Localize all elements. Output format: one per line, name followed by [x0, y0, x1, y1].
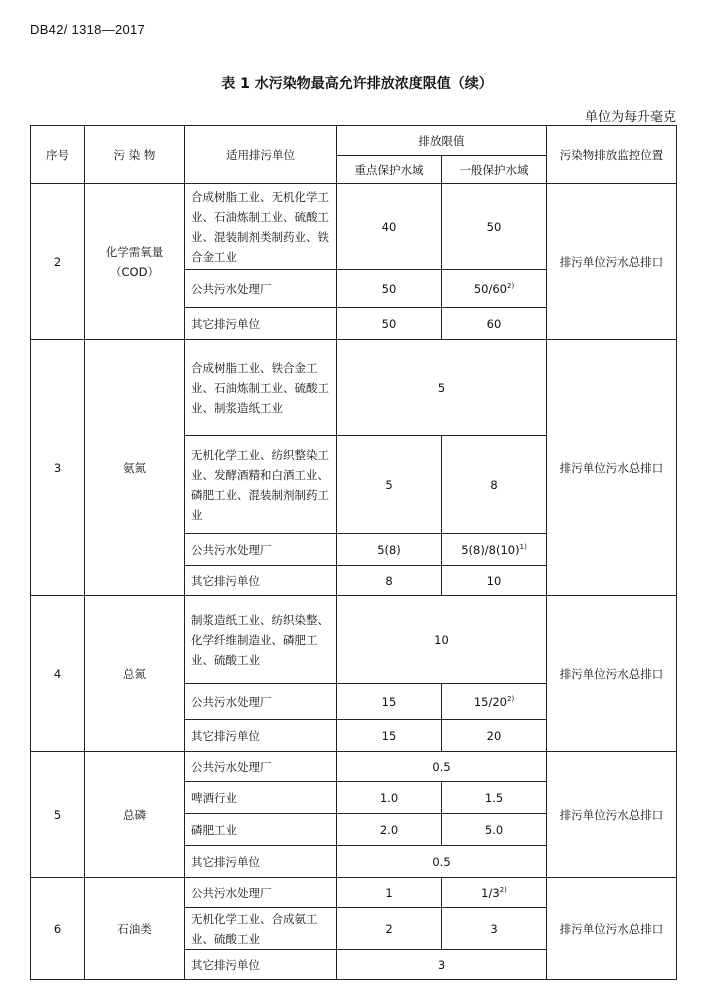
limit-key-waters-cell: 50 — [337, 308, 442, 340]
limit-value: 1/3 — [481, 885, 500, 900]
applicable-unit-cell: 合成树脂工业、铁合金工业、石油炼制工业、硫酸工业、制浆造纸工业 — [185, 340, 337, 436]
applicable-unit-cell: 其它排污单位 — [185, 566, 337, 596]
applicable-unit-cell: 公共污水处理厂 — [185, 534, 337, 566]
unit-note: 单位为每升毫克 — [584, 110, 676, 125]
monitor-location-cell: 排污单位污水总排口 — [547, 596, 677, 752]
applicable-unit-cell: 公共污水处理厂 — [185, 878, 337, 908]
applicable-unit-cell: 其它排污单位 — [185, 950, 337, 980]
limit-general-waters-cell — [442, 814, 547, 846]
footnote-ref: 2) — [506, 694, 515, 703]
limit-value: 60 — [486, 316, 502, 331]
limit-general-waters-cell — [442, 782, 547, 814]
applicable-unit-cell: 其它排污单位 — [185, 308, 337, 340]
table-title: 表 1 水污染物最高允许排放浓度限值（续） — [221, 76, 493, 92]
pollutant-name: 氨氮 — [123, 460, 146, 475]
limit-general-waters-cell — [442, 908, 547, 950]
header-seq: 序号 — [31, 126, 85, 184]
limit-merged-cell: 3 — [337, 950, 547, 980]
limit-merged-cell: 0.5 — [337, 752, 547, 782]
limit-key-waters-cell: 5(8) — [337, 534, 442, 566]
pollutant-cell — [85, 340, 185, 596]
applicable-unit-cell: 公共污水处理厂 — [185, 684, 337, 720]
header-emission-limit: 排放限值 — [337, 126, 547, 156]
pollutant-name: 化学需氧量 — [105, 244, 164, 259]
pollutant-cell — [85, 752, 185, 878]
limit-key-waters-cell: 1 — [337, 878, 442, 908]
limit-key-waters-cell: 2 — [337, 908, 442, 950]
limit-merged-cell: 0.5 — [337, 846, 547, 878]
applicable-unit-cell: 制浆造纸工业、纺织染整、化学纤维制造业、磷肥工业、硫酸工业 — [185, 596, 337, 684]
limit-key-waters-cell: 5 — [337, 436, 442, 534]
limit-value: 5(8)/8(10) — [461, 542, 520, 557]
footnote-ref: 1) — [519, 542, 527, 551]
limit-general-waters-cell — [442, 436, 547, 534]
limit-value: 50/60 — [473, 281, 507, 296]
limit-general-waters-cell — [442, 684, 547, 720]
limit-general-waters-cell — [442, 720, 547, 752]
limit-value: 1.5 — [484, 790, 504, 805]
limit-key-waters-cell: 1.0 — [337, 782, 442, 814]
pollutant-cell — [85, 878, 185, 980]
monitor-location-cell: 排污单位污水总排口 — [547, 340, 677, 596]
applicable-unit-cell: 其它排污单位 — [185, 846, 337, 878]
footnote-ref: 2) — [506, 281, 515, 290]
header-general-waters: 一般保护水域 — [442, 156, 547, 184]
header-applicable-unit: 适用排污单位 — [185, 126, 337, 184]
limit-value: 3 — [490, 921, 498, 936]
header-monitor-location: 污染物排放监控位置 — [547, 126, 677, 184]
header-key-waters: 重点保护水域 — [337, 156, 442, 184]
pollutant-abbrev: （COD） — [110, 264, 159, 279]
document-code: DB42/ 1318—2017 — [30, 22, 146, 37]
limit-merged-cell: 5 — [337, 340, 547, 436]
applicable-unit-cell: 无机化学工业、合成氨工业、硫酸工业 — [185, 908, 337, 950]
limit-merged-cell: 10 — [337, 596, 547, 684]
limit-general-waters-cell — [442, 878, 547, 908]
table-row — [31, 596, 677, 684]
applicable-unit-cell: 公共污水处理厂 — [185, 752, 337, 782]
seq-cell: 3 — [31, 340, 85, 596]
applicable-unit-cell: 磷肥工业 — [185, 814, 337, 846]
pollutant-cell — [85, 596, 185, 752]
limit-general-waters-cell — [442, 184, 547, 270]
limit-value: 20 — [486, 728, 502, 743]
limit-value: 8 — [490, 477, 498, 492]
applicable-unit-cell: 合成树脂工业、无机化学工业、石油炼制工业、硫酸工业、混装制剂类制药业、铁合金工业 — [185, 184, 337, 270]
pollutant-name: 总磷 — [123, 807, 146, 822]
table-row — [31, 184, 677, 270]
table-row — [31, 878, 677, 908]
limit-key-waters-cell: 15 — [337, 684, 442, 720]
applicable-unit-cell: 其它排污单位 — [185, 720, 337, 752]
seq-cell: 4 — [31, 596, 85, 752]
limit-key-waters-cell: 50 — [337, 270, 442, 308]
limit-key-waters-cell: 40 — [337, 184, 442, 270]
seq-cell: 2 — [31, 184, 85, 340]
table-row — [31, 752, 677, 782]
applicable-unit-cell: 啤酒行业 — [185, 782, 337, 814]
limit-value: 50 — [486, 219, 502, 234]
monitor-location-cell: 排污单位污水总排口 — [547, 752, 677, 878]
applicable-unit-cell: 公共污水处理厂 — [185, 270, 337, 308]
limit-general-waters-cell — [442, 566, 547, 596]
emission-limits-table — [30, 125, 677, 980]
pollutant-name: 总氮 — [123, 666, 146, 681]
limit-key-waters-cell: 8 — [337, 566, 442, 596]
limit-key-waters-cell: 2.0 — [337, 814, 442, 846]
limit-key-waters-cell: 15 — [337, 720, 442, 752]
footnote-ref: 2) — [499, 885, 507, 894]
limit-value: 10 — [486, 573, 502, 588]
limit-value: 5.0 — [484, 822, 504, 837]
monitor-location-cell: 排污单位污水总排口 — [547, 184, 677, 340]
monitor-location-cell: 排污单位污水总排口 — [547, 878, 677, 980]
applicable-unit-cell: 无机化学工业、纺织整染工业、发酵酒精和白酒工业、磷肥工业、混装制剂制药工业 — [185, 436, 337, 534]
table-row — [31, 340, 677, 436]
pollutant-cell — [85, 184, 185, 340]
limit-general-waters-cell — [442, 308, 547, 340]
seq-cell: 5 — [31, 752, 85, 878]
header-pollutant: 污 染 物 — [85, 126, 185, 184]
limit-general-waters-cell — [442, 534, 547, 566]
seq-cell: 6 — [31, 878, 85, 980]
limit-general-waters-cell — [442, 270, 547, 308]
pollutant-name: 石油类 — [117, 921, 152, 936]
limit-value: 15/20 — [473, 694, 507, 709]
